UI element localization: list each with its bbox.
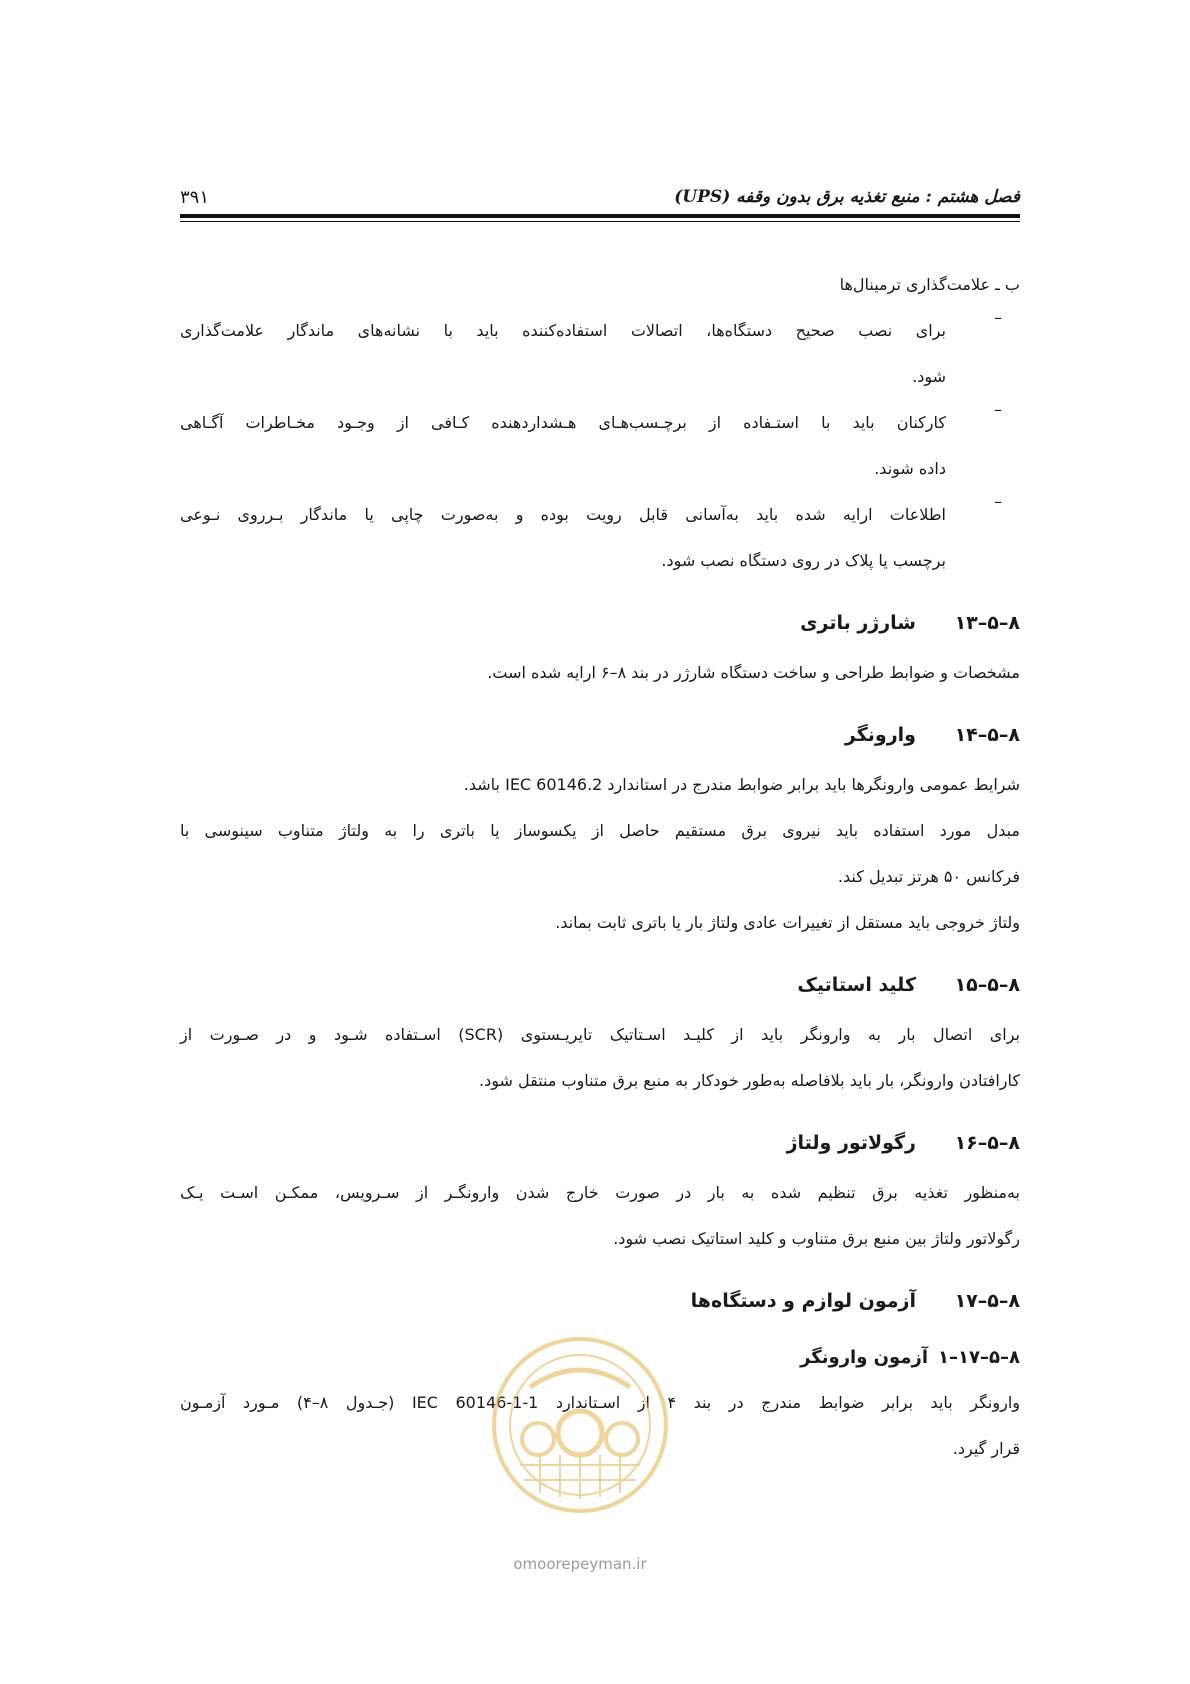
paragraph-line: قرار گیرد. [952,1439,1020,1458]
section-title: کلید استاتیک [797,974,916,996]
bullet-dash: – [994,492,1002,511]
section-battery-charger [180,600,1020,696]
paragraph-line: مبدل مورد استفاده باید نیروی برق مستقیم حاصل از یکسوساز یا باتری را به ولتاژ متناوب سینوسی با [180,821,1020,840]
bullet-line: داده شوند. [874,459,946,478]
section-number: ۸–۵–۱۶ [954,1132,1020,1154]
running-header [180,182,1020,212]
header-rule-thin [180,221,1020,222]
chapter-title: فصل هشتم : منبع تغذیه برق بدون وقفه (UPS) [674,187,1020,207]
paragraph-line: شرایط عمومی وارونگرها باید برابر ضوابط مندرج در استاندارد IEC 60146.2 باشد. [463,775,1020,794]
section-heading [180,600,1020,646]
paragraph-line: وارونگر باید برابر ضوابط مندرج در بند ۴ از اسـتاندارد IEC 60146-1-1 (جـدول ۸–۴) مـورد آزمـون [180,1393,1021,1412]
bullet-line: برچسب یا پلاک در روی دستگاه نصب شود. [661,551,946,570]
bullet-item [180,400,1020,492]
section-heading [180,1278,1020,1324]
page-number: ۳۹۱ [180,186,210,208]
bullet-line: برای نصب صحیح دستگاه‌ها، اتصالات استفاده‌کننده باید با نشانه‌های ماندگار علامت‌گذاری [180,321,946,340]
section-inverter [180,712,1020,946]
paragraph-line: به‌منظور تغذیه برق تنظیم شده به بار در صورت خارج شدن وارونگـر از سـرویس، ممکـن اسـت یـک [180,1183,1020,1202]
bullet-dash: – [994,400,1002,419]
section-title: رگولاتور ولتاژ [786,1132,916,1154]
paragraph-line: رگولاتور ولتاژ بین منبع برق متناوب و کلید استاتیک نصب شود. [613,1229,1020,1248]
section-heading [180,962,1020,1008]
section-number: ۸–۵–۱۵ [954,974,1020,996]
section-title: وارونگر [844,724,916,746]
paragraph-line: کارافتادن وارونگر، بار باید بلافاصله به‌طور خودکار به منبع برق متناوب منتقل شود. [479,1071,1020,1090]
section-number: ۸–۵–۱۴ [954,724,1020,746]
section-number: ۸–۵–۱۳ [954,612,1020,634]
bullet-line: اطلاعات ارایه شده باید به‌آسانی قابل رویت بوده و به‌صورت چاپی یا ماندگار بـرروی نـوعی [180,505,946,524]
paragraph-line: فرکانس ۵۰ هرتز تبدیل کند. [837,867,1020,886]
bullet-item [180,308,1020,400]
section-title: شارژر باتری [800,612,916,634]
paragraph-line: برای اتصال بار به وارونگر باید از کلیـد اسـتاتیک تایریـستوی (SCR) اسـتفاده شـود و در صـورت از [180,1025,1020,1044]
page-body [180,262,1020,1472]
section-voltage-regulator [180,1120,1020,1262]
bullet-dash: – [994,308,1002,327]
subsection-number: ۸–۵–۱۷–۱ [938,1346,1020,1368]
bullet-item [180,492,1020,584]
section-heading [180,1120,1020,1166]
subsection-title: آزمون وارونگر [800,1346,929,1368]
section-title: آزمون لوازم و دستگاه‌ها [690,1290,916,1312]
section-number: ۸–۵–۱۷ [954,1290,1020,1312]
bullet-line: کارکنان باید با استـفاده از برچـسب‌هـای هـشداردهنده کـافی از وجـود مخـاطرات آگـاهی [180,413,946,432]
bullet-line: شود. [912,367,946,386]
paragraph-line: ولتاژ خروجی باید مستقل از تغییرات عادی ولتاژ بار یا باتری ثابت بماند. [555,913,1020,932]
section-equipment-testing [180,1278,1020,1324]
terminal-marking-heading: ب ـ علامت‌گذاری ترمینال‌ها [839,275,1020,294]
header-rule-thick [180,214,1020,218]
paragraph-line: مشخصات و ضوابط طراحی و ساخت دستگاه شارژر در بند ۸–۶ ارایه شده است. [487,663,1020,682]
watermark-text: omoorepeyman.ir [513,1555,647,1573]
watermark-logo-icon [490,1335,670,1515]
section-heading [180,712,1020,758]
section-static-switch [180,962,1020,1104]
